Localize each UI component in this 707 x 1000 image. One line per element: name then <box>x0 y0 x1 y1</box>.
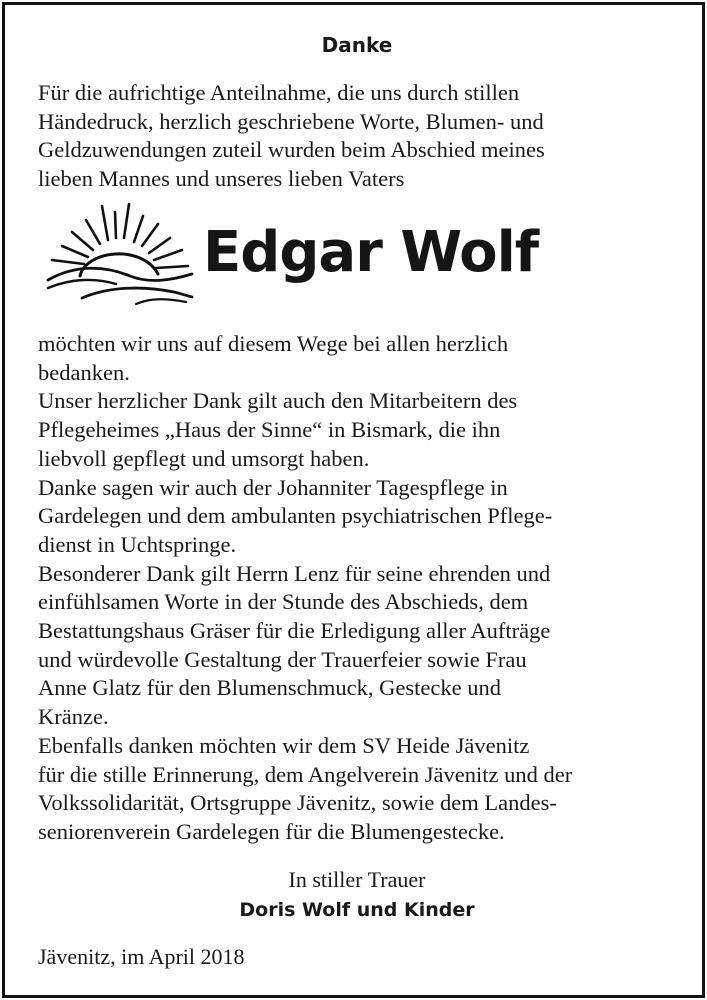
place-date: Jävenitz, im April 2018 <box>38 944 245 969</box>
notice-frame <box>2 2 705 998</box>
body-line: Pflegeheimes „Haus der Sinne“ in Bismark, die ihn <box>38 417 501 443</box>
body-line: möchten wir uns auf diesem Wege bei allen herzlich <box>38 331 509 356</box>
body-line: Bestattungshaus Gräser für die Erledigung aller Aufträge <box>38 618 551 644</box>
body-line: dienst in Uchtspringe. <box>38 531 237 557</box>
body-line: Gardelegen und dem ambulanten psychiatrischen Pflege- <box>38 503 553 529</box>
closing-phrase: In stiller Trauer <box>288 867 426 892</box>
body-line: liebvoll gepflegt und umsorgt haben. <box>38 445 370 471</box>
body-line: Anne Glatz für den Blumenschmuck, Gestecke und <box>38 675 501 701</box>
body-line: seniorenverein Gardelegen für die Blumengestecke. <box>38 818 505 844</box>
intro-line: Für die aufrichtige Anteilnahme, die uns durch stillen <box>38 80 520 105</box>
body-line: einfühlsamen Worte in der Stunde des Abschieds, dem <box>38 589 529 615</box>
body-line: Besonderer Dank gilt Herrn Lenz für seine ehrenden und <box>38 560 551 586</box>
name-row <box>38 200 676 310</box>
body-line: und würdevolle Gestaltung der Trauerfeier sowie Frau <box>38 646 527 672</box>
deceased-name: Edgar Wolf <box>203 220 539 285</box>
intro-line: lieben Mannes und unseres lieben Vaters <box>38 166 405 192</box>
body-line: Ebenfalls danken möchten wir dem SV Heide Jävenitz <box>38 732 530 758</box>
body-line: Volkssolidarität, Ortsgruppe Jävenitz, sowie dem Landes- <box>38 790 557 816</box>
body-line: bedanken. <box>38 359 130 385</box>
body-line: Kränze. <box>38 704 109 730</box>
notice-heading: Danke <box>321 33 393 57</box>
intro-line: Händedruck, herzlich geschriebene Worte, Blumen- und <box>38 108 544 134</box>
body-line: Unser herzlicher Dank gilt auch den Mitarbeitern des <box>38 388 518 414</box>
closing-block <box>38 865 676 925</box>
body-line: Danke sagen wir auch der Johanniter Tagespflege in <box>38 474 508 500</box>
sunset-hills-icon <box>46 200 194 310</box>
intro-line: Geldzuwendungen zuteil wurden beim Abschied meines <box>38 137 545 163</box>
body-paragraph <box>38 330 676 847</box>
body-line: für die stille Erinnerung, dem Angelverein Jävenitz und der <box>38 761 573 787</box>
signers: Doris Wolf und Kinder <box>239 899 475 921</box>
intro-paragraph <box>38 79 676 194</box>
